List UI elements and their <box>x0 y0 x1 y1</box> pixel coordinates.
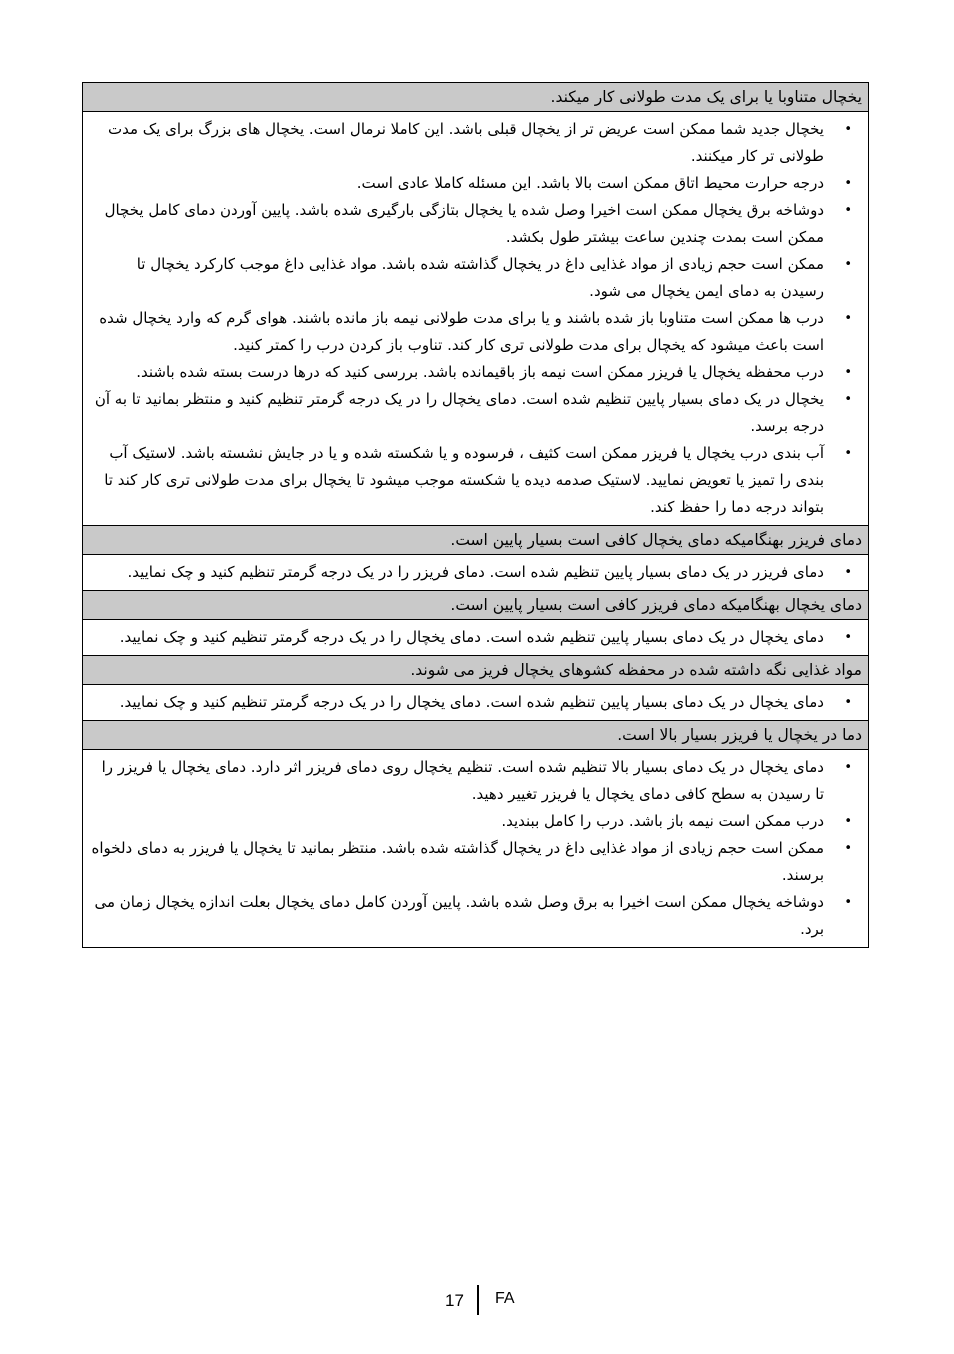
section-body <box>83 620 868 656</box>
list-item <box>91 116 852 170</box>
troubleshooting-table <box>82 82 869 948</box>
bullet-icon: • <box>844 365 852 380</box>
list-item <box>91 197 852 251</box>
bullet-list <box>91 116 860 521</box>
list-item-text: دوشاخه یخچال ممکن است اخیرا به برق وصل شده باشد. پایین آوردن کامل دمای یخچال بعلت اندازه یخچال زمان می برد. <box>94 893 824 938</box>
section-body <box>83 685 868 721</box>
bullet-icon: • <box>844 895 852 910</box>
list-item-text: ممکن است حجم زیادی از مواد غذایی داغ در یخچال گذاشته شده باشد. منتظر بمانید تا یخچال یا فریزر به دمای دلخواه برسند. <box>91 839 824 884</box>
section-header: دما در یخچال یا فریزر بسیار بالا است. <box>83 721 868 750</box>
bullet-list <box>91 689 860 716</box>
section-body <box>83 750 868 947</box>
list-item-text: ممکن است حجم زیادی از مواد غذایی داغ در یخچال گذاشته شده باشد. مواد غذایی داغ موجب کارکرد یخچال تا رسیدن به دمای ایمن یخچال می شود. <box>136 255 824 300</box>
bullet-icon: • <box>844 203 852 218</box>
section-body <box>83 112 868 526</box>
bullet-icon: • <box>844 565 852 580</box>
list-item-text: درب ممکن است نیمه باز باشد. درب را کامل ببندید. <box>501 812 824 830</box>
list-item <box>91 559 852 586</box>
bullet-icon: • <box>844 311 852 326</box>
list-item <box>91 808 852 835</box>
list-item-text: درب ها ممکن است متناوبا باز شده باشند و یا برای مدت طولانی نیمه باز مانده باشند. هوای گرم که وارد یخچال شده است باعث میشود که یخچال برای مدت طولانی تری کار کند. تناوب باز کردن درب را کمتر کنید. <box>99 309 824 354</box>
list-item <box>91 440 852 521</box>
section-header: دمای فریزر بهنگامیکه دمای یخچال کافی است بسیار پایین است. <box>83 526 868 555</box>
list-item <box>91 305 852 359</box>
list-item <box>91 754 852 808</box>
list-item <box>91 624 852 651</box>
section-header: دمای یخچال بهنگامیکه دمای فریزر کافی است بسیار پایین است. <box>83 591 868 620</box>
list-item <box>91 386 852 440</box>
section-header: یخچال متناوبا یا برای یک مدت طولانی کار میکند. <box>83 83 868 112</box>
bullet-icon: • <box>844 257 852 272</box>
page-number: 17 <box>445 1291 464 1310</box>
list-item <box>91 689 852 716</box>
list-item <box>91 251 852 305</box>
list-item-text: آب بندی درب یخچال یا فریزر ممکن است کثیف ، فرسوده و یا شکسته شده و یا در جایش نشسته باشد. لاستیک آب بندی را تمیز یا تعویض نمایید. لاستیک صدمه دیده یا شکسته موجب میشود تا یخچال برای مدت طولانی تری کار کند تا بتواند درجه دما را حفظ کند. <box>104 444 824 516</box>
list-item <box>91 170 852 197</box>
bullet-list <box>91 559 860 586</box>
list-item-text: دمای فریزر در یک دمای بسیار پایین تنظیم شده است. دمای فریزر را در یک درجه گرمتر تنظیم کنید و چک نمایید. <box>127 563 824 581</box>
bullet-icon: • <box>844 446 852 461</box>
list-item-text: دمای یخچال در یک دمای بسیار بالا تنظیم شده است. تنظیم یخچال روی دمای فریزر اثر دارد. دمای یخچال یا فریزر را تا رسیدن به سطح کافی دمای یخچال یا فریزر تغییر دهید. <box>101 758 824 803</box>
bullet-icon: • <box>844 814 852 829</box>
bullet-icon: • <box>844 176 852 191</box>
section-body <box>83 555 868 591</box>
list-item-text: درجه حرارت محیط اتاق ممکن است بالا باشد. این مسئله کاملا عادی است. <box>356 174 824 192</box>
bullet-icon: • <box>844 695 852 710</box>
bullet-icon: • <box>844 630 852 645</box>
list-item-text: دمای یخچال در یک دمای بسیار پایین تنظیم شده است. دمای یخچال را در یک درجه گرمتر تنظیم کنید و چک نمایید. <box>119 693 824 711</box>
footer-divider <box>477 1285 479 1315</box>
bullet-icon: • <box>844 760 852 775</box>
list-item <box>91 835 852 889</box>
list-item <box>91 889 852 943</box>
page-footer <box>0 1285 954 1315</box>
list-item-text: درب محفظه یخچال یا فریزر ممکن است نیمه باز باقیمانده باشد. بررسی کنید که درها درست بسته شده باشند. <box>136 363 824 381</box>
language-code: FA <box>495 1290 515 1307</box>
bullet-icon: • <box>844 841 852 856</box>
list-item-text: دمای یخچال در یک دمای بسیار پایین تنظیم شده است. دمای یخچال را در یک درجه گرمتر تنظیم کنید و چک نمایید. <box>119 628 824 646</box>
section-header: مواد غذایی نگه داشته شده در محفظه کشوهای یخچال فریز می شوند. <box>83 656 868 685</box>
bullet-icon: • <box>844 392 852 407</box>
list-item-text: دوشاخه برق یخچال ممکن است اخیرا وصل شده یا یخچال بتازگی بارگیری شده باشد. پایین آوردن دمای کامل یخچال ممکن است بمدت چندین ساعت بیشتر طول بکشد. <box>104 201 824 246</box>
bullet-list <box>91 624 860 651</box>
bullet-icon: • <box>844 122 852 137</box>
list-item-text: یخچال جدید شما ممکن است عریض تر از یخچال قبلی باشد. این کاملا نرمال است. یخچال های بزرگ برای یک مدت طولانی تر کار میکنند. <box>107 120 824 165</box>
bullet-list <box>91 754 860 943</box>
list-item-text: یخچال در یک دمای بسیار پایین تنظیم شده است. دمای یخچال را در یک درجه گرمتر تنظیم کنید و منتظر بمانید تا به آن درجه برسد. <box>94 390 824 435</box>
list-item <box>91 359 852 386</box>
